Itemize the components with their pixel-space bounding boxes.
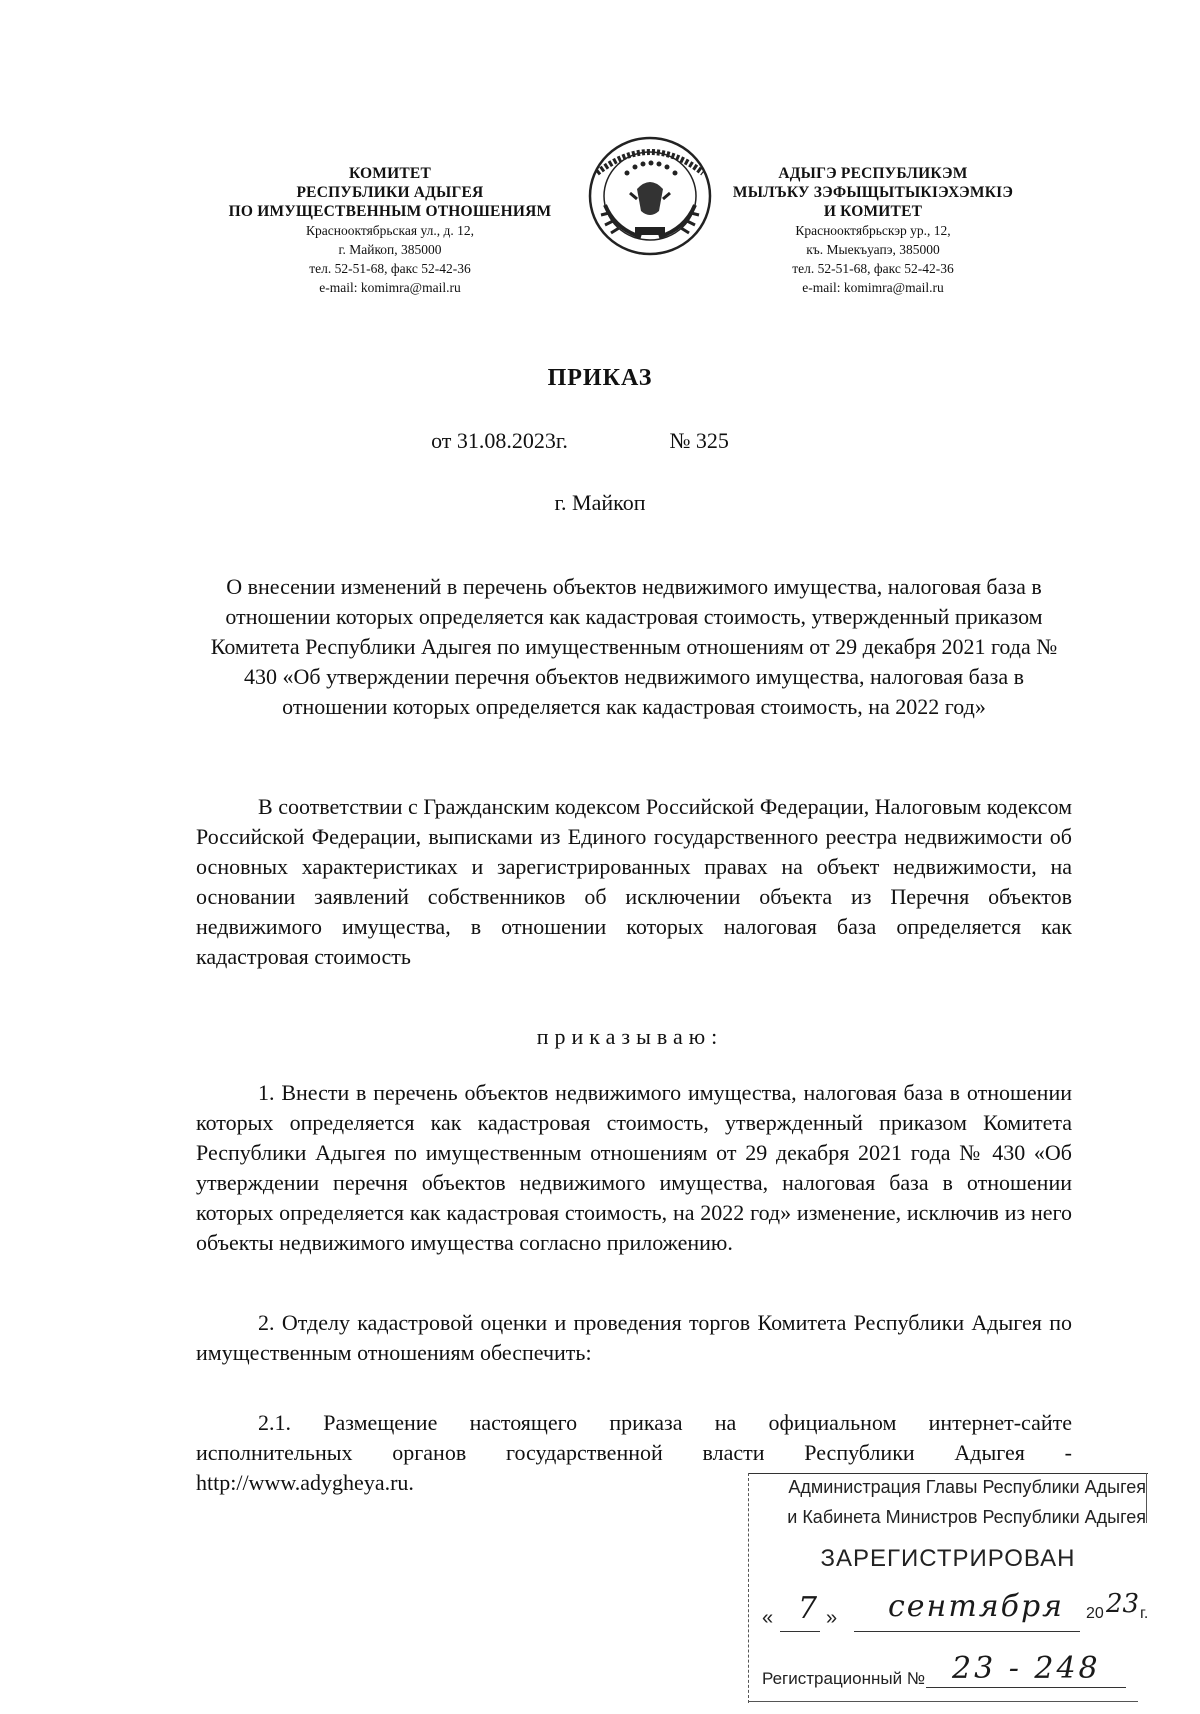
org-email-adyghe: e-mail: komimra@mail.ru xyxy=(802,280,944,295)
order-word: приказываю: xyxy=(536,1024,724,1049)
document-subject: О внесении изменений в перечень объектов недвижимого имущества, налоговая база в отношении которых определяется как кадастровая стоимость, утвержденный приказом Комитета Республики Адыгея по имущественным отношениям от 29 декабря 2021 года № 430 «Об утверждении перечня объектов недвижимого имущества, налоговая база в отношении которых определяется как кадастровая стоимость, на 2022 год» xyxy=(210,574,1058,719)
org-city: г. Майкоп, 385000 xyxy=(338,242,442,257)
document-title: ПРИКАЗ xyxy=(547,365,653,391)
stamp-month-handwritten: сентября xyxy=(888,1589,1065,1624)
stamp-year-suffix: г. xyxy=(1140,1605,1149,1622)
stamp-reg-number-handwritten: 23 - 248 xyxy=(952,1651,1101,1686)
stamp-date-row xyxy=(762,1589,1152,1637)
coat-of-arms-icon xyxy=(575,133,725,259)
org-name-line2: РЕСПУБЛИКИ АДЫГЕЯ xyxy=(296,184,484,201)
stamp-day-underline xyxy=(780,1631,820,1632)
org-name-adyghe-line1: АДЫГЭ РЕСПУБЛИКЭМ xyxy=(778,165,968,182)
stamp-year-handwritten: 23 xyxy=(1106,1589,1140,1619)
org-name-adyghe-line3: И КОМИТЕТ xyxy=(823,203,923,220)
stamp-status: ЗАРЕГИСТРИРОВАН xyxy=(820,1545,1076,1572)
preamble-paragraph: В соответствии с Гражданским кодексом Российской Федерации, Налоговым кодексом Российской Федерации, выписками из Единого государственного реестра недвижимости об основных характеристиках и зарегистрированных правах на объект недвижимости, на основании заявлений собственников об исключении объекта из Перечня объектов недвижимого имущества, в отношении которых налоговая база определяется как кадастровая стоимость xyxy=(196,794,1072,969)
order-item-1: 1. Внести в перечень объектов недвижимого имущества, налоговая база в отношении которых определяется как кадастровая стоимость, утвержденный приказом Комитета Республики Адыгея по имущественным отношениям от 29 декабря 2021 года № 430 «Об утверждении перечня объектов недвижимого имущества, налоговая база в отношении которых определяется как кадастровая стоимость, на 2022 год» изменение, исключив из него объекты недвижимого имущества согласно приложению. xyxy=(196,1080,1072,1255)
stamp-reg-underline xyxy=(926,1687,1126,1688)
stamp-left-border xyxy=(748,1473,749,1703)
org-address-adyghe: Краснооктябрьскэр ур., 12, xyxy=(795,223,951,238)
document-number: № 325 xyxy=(669,428,729,453)
stamp-bottom-border xyxy=(748,1701,1138,1702)
document-date: от 31.08.2023г. xyxy=(431,428,568,453)
stamp-day-handwritten: 7 xyxy=(798,1591,818,1626)
org-name-adyghe-line2: МЫЛЪКУ ЗЭФЫЩЫТЫКIЭХЭМКIЭ xyxy=(732,184,1014,201)
org-phone: тел. 52-51-68, факс 52-42-36 xyxy=(309,261,471,276)
org-address: Красноoктябрьская ул., д. 12, xyxy=(306,223,474,238)
stamp-year-prefix: 20 xyxy=(1086,1605,1104,1622)
document-city: г. Майкоп xyxy=(554,490,646,515)
stamp-close-quote: » xyxy=(826,1607,838,1629)
stamp-open-quote: « xyxy=(762,1607,774,1629)
stamp-reg-label: Регистрационный № xyxy=(762,1669,926,1688)
stamp-right-border xyxy=(1146,1473,1147,1523)
org-email: e-mail: komimra@mail.ru xyxy=(319,280,461,295)
order-item-2: 2. Отделу кадастровой оценки и проведения торгов Комитета Республики Адыгея по имущественным отношениям обеспечить: xyxy=(196,1310,1072,1365)
stamp-authority-line1: Администрация Главы Республики Адыгея xyxy=(788,1477,1146,1497)
org-name-line1: КОМИТЕТ xyxy=(348,165,431,182)
org-phone-adyghe: тел. 52-51-68, факс 52-42-36 xyxy=(792,261,954,276)
stamp-authority-line2: и Кабинета Министров Республики Адыгея xyxy=(787,1507,1146,1527)
header-right-block xyxy=(718,164,1028,297)
date-number-line xyxy=(0,428,1200,454)
header-left-block xyxy=(200,164,580,297)
org-city-adyghe: къ. Мыекъуапэ, 385000 xyxy=(806,242,940,257)
stamp-top-border xyxy=(748,1473,1148,1474)
order-item-2-1: 2.1. Размещение настоящего приказа на официальном интернет-сайте исполнительных органов государственной власти Республики Адыгея - http://www.adygheya.ru. xyxy=(196,1410,1072,1495)
stamp-registration-row xyxy=(762,1651,1152,1695)
stamp-month-underline xyxy=(854,1631,1080,1632)
org-name-line3: ПО ИМУЩЕСТВЕННЫМ ОТНОШЕНИЯМ xyxy=(228,203,552,220)
registration-stamp xyxy=(748,1455,1150,1707)
